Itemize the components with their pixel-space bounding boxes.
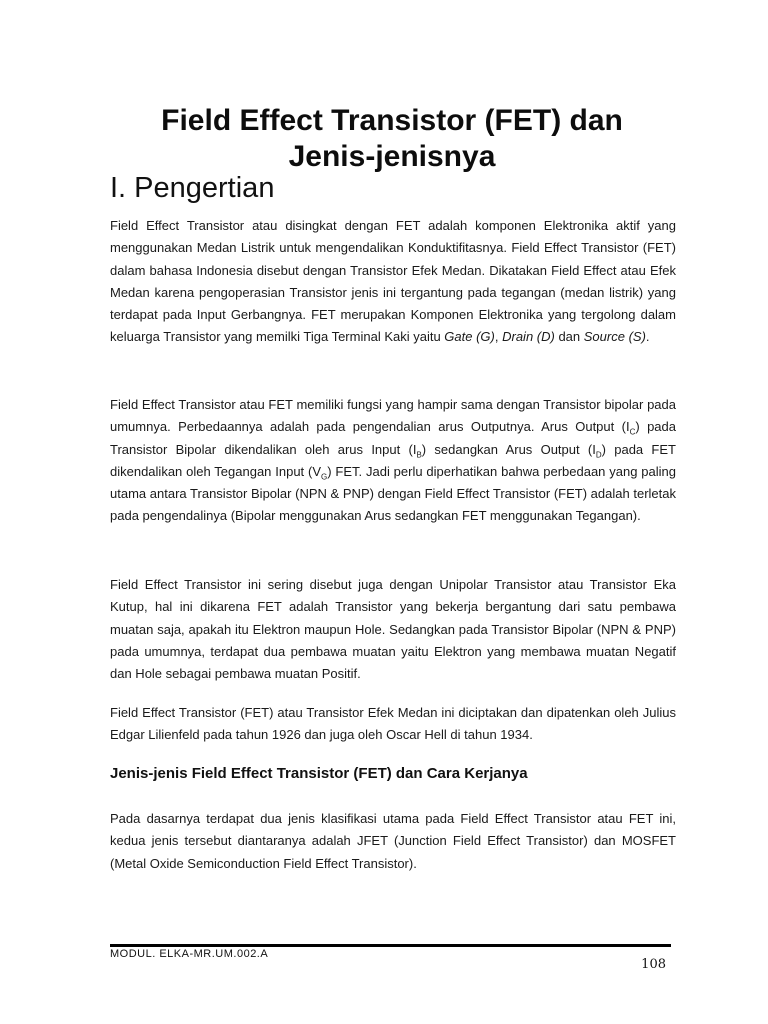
paragraph-2-text: ) pada Transistor Bipolar dikendalikan oleh arus Input (I <box>110 419 676 457</box>
drain-term: Drain (D) <box>502 329 555 345</box>
section-heading: I. Pengertian <box>110 172 275 204</box>
paragraph-2-text: Field Effect Transistor atau FET memiliki fungsi yang hampir sama dengan Transistor bipolar pada umumnya. Perbedaannya adalah pada pengendalian arus Outputnya. Arus Output (I <box>110 397 676 435</box>
paragraph-2-text: ) sedangkan Arus Output (I <box>421 441 596 457</box>
paragraph-3-text: Field Effect Transistor ini sering disebut juga dengan Unipolar Transistor atau Transistor Eka Kutup, hal ini dikarena FET adalah Transistor yang bekerja bergantung dari satu pembawa muatan saja, apakah itu Elektron maupun Hole. Sedangkan pada Transistor Bipolar (NPN & PNP) pada umumnya, terdapat dua pembawa muatan yaitu Elektron yang membawa muatan Negatif dan Hole sebagai pembawa muatan Positif. <box>110 577 676 682</box>
separator: , <box>494 329 503 345</box>
subscript-d: D <box>595 450 602 460</box>
separator: dan <box>554 329 584 345</box>
subscript-g: G <box>321 472 328 482</box>
paragraph-2-text: ) pada FET dikendalikan oleh Tegangan Input (V <box>110 441 676 479</box>
paragraph-1 <box>110 215 676 349</box>
subscript-c: C <box>629 427 636 437</box>
footer-divider <box>110 944 671 947</box>
title-line-2: Jenis-jenisnya <box>288 140 496 173</box>
paragraph-2 <box>110 394 676 528</box>
period: . <box>645 329 650 345</box>
paragraph-4-text: Field Effect Transistor (FET) atau Transistor Efek Medan ini diciptakan dan dipatenkan oleh Julius Edgar Lilienfeld pada tahun 1926 dan juga oleh Oscar Hell di tahun 1934. <box>110 705 676 743</box>
footer-module-code: MODUL. ELKA-MR.UM.002.A <box>110 948 269 960</box>
subsection-heading: Jenis-jenis Field Effect Transistor (FET) dan Cara Kerjanya <box>110 765 528 782</box>
title-line-1: Field Effect Transistor (FET) dan <box>161 104 623 137</box>
subscript-b: B <box>416 450 422 460</box>
paragraph-3 <box>110 574 676 685</box>
paragraph-1-text: Field Effect Transistor atau disingkat dengan FET adalah komponen Elektronika aktif yang menggunakan Medan Listrik untuk mengendalikan Konduktifitasnya. Field Effect Transistor (FET) dalam bahasa Indonesia disebut dengan Transistor Efek Medan. Dikatakan Field Effect atau Efek Medan karena pengoperasian Transistor jenis ini tergantung pada tegangan (medan listrik) yang terdapat pada Input Gerbangnya. FET merupakan Komponen Elektronika yang tergolong dalam keluarga Transistor yang memilki Tiga Terminal Kaki yaitu <box>110 218 676 345</box>
gate-term: Gate (G) <box>444 329 495 345</box>
source-term: Source (S) <box>583 329 646 345</box>
paragraph-4 <box>110 702 676 747</box>
paragraph-5 <box>110 808 676 875</box>
document-title <box>100 103 684 175</box>
paragraph-5-text: Pada dasarnya terdapat dua jenis klasifikasi utama pada Field Effect Transistor atau FET ini, kedua jenis tersebut diantaranya adalah JFET (Junction Field Effect Transistor) dan MOSFET (Metal Oxide Semiconduction Field Effect Transistor). <box>110 811 676 871</box>
paragraph-2-text: ) FET. Jadi perlu diperhatikan bahwa perbedaan yang paling utama antara Transistor Bipolar (NPN & PNP) dengan Field Effect Transistor (FET) adalah terletak pada pengendalinya (Bipolar menggunakan Arus sedangkan FET menggunakan Tegangan). <box>110 463 676 524</box>
page-number: 108 <box>641 957 666 972</box>
